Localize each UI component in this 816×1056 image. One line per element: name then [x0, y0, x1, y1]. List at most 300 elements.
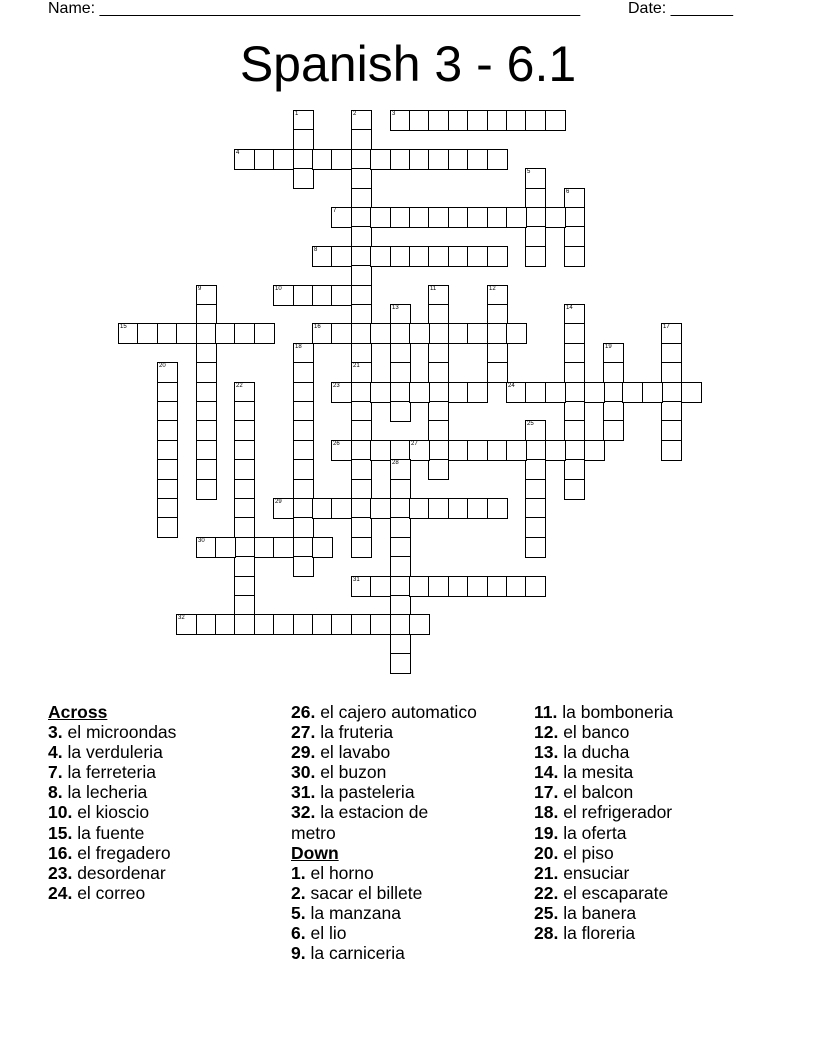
grid-cell[interactable]: [351, 304, 372, 325]
grid-cell[interactable]: [234, 401, 255, 422]
grid-cell[interactable]: [487, 498, 508, 519]
grid-cell[interactable]: [293, 420, 314, 441]
grid-cell[interactable]: [370, 382, 391, 403]
cell-number: 23: [333, 383, 340, 389]
grid-cell[interactable]: [545, 110, 566, 131]
grid-cell[interactable]: [467, 576, 488, 597]
grid-cell[interactable]: [661, 362, 682, 383]
grid-cell[interactable]: [467, 323, 488, 344]
grid-cell[interactable]: [428, 362, 449, 383]
grid-cell[interactable]: [409, 614, 430, 635]
grid-cell[interactable]: [428, 401, 449, 422]
grid-cell[interactable]: [215, 323, 236, 344]
grid-cell[interactable]: [370, 440, 391, 461]
grid-cell[interactable]: [176, 614, 197, 635]
grid-cell[interactable]: [584, 382, 605, 403]
clue-number: 21.: [534, 862, 559, 883]
grid-cell[interactable]: [293, 343, 314, 364]
grid-cell[interactable]: [487, 149, 508, 170]
cell-number: 4: [236, 150, 240, 156]
grid-cell[interactable]: [390, 498, 411, 519]
grid-cell[interactable]: [525, 459, 546, 480]
grid-cell[interactable]: [525, 110, 546, 131]
grid-cell[interactable]: [293, 401, 314, 422]
clue-text: la ducha: [558, 742, 630, 763]
grid-cell[interactable]: [331, 323, 352, 344]
grid-cell[interactable]: [564, 207, 585, 228]
grid-cell[interactable]: [428, 323, 449, 344]
grid-cell[interactable]: [176, 323, 197, 344]
grid-cell[interactable]: [448, 323, 469, 344]
clue-number: 16.: [48, 842, 73, 863]
grid-cell[interactable]: [390, 343, 411, 364]
grid-cell[interactable]: [351, 382, 372, 403]
grid-cell[interactable]: [525, 517, 546, 538]
grid-cell[interactable]: [467, 382, 488, 403]
grid-cell[interactable]: [351, 362, 372, 383]
grid-cell[interactable]: [467, 498, 488, 519]
grid-cell[interactable]: [293, 517, 314, 538]
grid-cell[interactable]: [564, 188, 585, 209]
grid-cell[interactable]: [370, 149, 391, 170]
grid-cell[interactable]: [234, 479, 255, 500]
grid-cell[interactable]: [564, 420, 585, 441]
grid-cell[interactable]: [390, 576, 411, 597]
grid-cell[interactable]: [428, 343, 449, 364]
cell-number: 7: [333, 208, 337, 214]
grid-cell[interactable]: [564, 440, 585, 461]
grid-cell[interactable]: [564, 343, 585, 364]
grid-cell[interactable]: [234, 517, 255, 538]
grid-cell[interactable]: [196, 343, 217, 364]
date-field-label: Date: _______: [628, 0, 733, 17]
grid-cell[interactable]: [428, 420, 449, 441]
clue-text: el balcon: [558, 782, 634, 803]
grid-cell[interactable]: [293, 285, 314, 306]
grid-cell[interactable]: [351, 343, 372, 364]
grid-cell[interactable]: [428, 110, 449, 131]
grid-cell[interactable]: [331, 149, 352, 170]
grid-cell[interactable]: [312, 614, 333, 635]
cell-number: 12: [489, 286, 496, 292]
grid-cell[interactable]: [506, 440, 527, 461]
clue-item: [291, 782, 477, 802]
grid-cell[interactable]: [564, 459, 585, 480]
grid-cell[interactable]: [196, 285, 217, 306]
grid-cell[interactable]: [525, 576, 546, 597]
grid-cell[interactable]: [390, 537, 411, 558]
grid-cell[interactable]: [525, 226, 546, 247]
grid-cell[interactable]: [293, 110, 314, 131]
grid-cell[interactable]: [351, 285, 372, 306]
grid-cell[interactable]: [157, 323, 178, 344]
grid-cell[interactable]: [564, 323, 585, 344]
grid-cell[interactable]: [603, 343, 624, 364]
grid-cell[interactable]: [273, 498, 294, 519]
grid-cell[interactable]: [331, 440, 352, 461]
grid-cell[interactable]: [487, 110, 508, 131]
grid-cell[interactable]: [487, 343, 508, 364]
clue-item: [48, 742, 198, 762]
grid-cell[interactable]: [428, 285, 449, 306]
grid-cell[interactable]: [157, 479, 178, 500]
grid-cell[interactable]: [196, 420, 217, 441]
grid-cell[interactable]: [370, 323, 391, 344]
grid-cell[interactable]: [506, 576, 527, 597]
grid-cell[interactable]: [564, 246, 585, 267]
grid-cell[interactable]: [370, 207, 391, 228]
grid-cell[interactable]: [603, 401, 624, 422]
grid-cell[interactable]: [409, 498, 430, 519]
grid-cell[interactable]: [448, 382, 469, 403]
grid-cell[interactable]: [525, 440, 546, 461]
clue-text: el piso: [558, 842, 614, 863]
grid-cell[interactable]: [487, 576, 508, 597]
grid-cell[interactable]: [545, 207, 566, 228]
grid-cell[interactable]: [428, 207, 449, 228]
grid-cell[interactable]: [331, 207, 352, 228]
grid-cell[interactable]: [525, 382, 546, 403]
clue-number: 18.: [534, 802, 559, 823]
grid-cell[interactable]: [234, 382, 255, 403]
grid-cell[interactable]: [487, 246, 508, 267]
grid-cell[interactable]: [215, 537, 236, 558]
grid-cell[interactable]: [157, 382, 178, 403]
grid-cell[interactable]: [351, 149, 372, 170]
grid-cell[interactable]: [157, 420, 178, 441]
cell-number: 3: [392, 111, 396, 117]
grid-cell[interactable]: [312, 285, 333, 306]
grid-cell[interactable]: [409, 110, 430, 131]
grid-cell[interactable]: [681, 382, 702, 403]
clue-number: 3.: [48, 722, 63, 743]
grid-cell[interactable]: [390, 479, 411, 500]
grid-cell[interactable]: [331, 246, 352, 267]
grid-cell[interactable]: [448, 498, 469, 519]
grid-cell[interactable]: [428, 498, 449, 519]
grid-cell[interactable]: [584, 440, 605, 461]
clue-item: [534, 702, 673, 722]
grid-cell[interactable]: [390, 207, 411, 228]
grid-cell[interactable]: [603, 420, 624, 441]
grid-cell[interactable]: [351, 323, 372, 344]
grid-cell[interactable]: [254, 323, 275, 344]
across-heading: Across: [48, 702, 108, 722]
grid-cell[interactable]: [118, 323, 139, 344]
grid-cell[interactable]: [351, 129, 372, 150]
grid-cell[interactable]: [390, 323, 411, 344]
grid-cell[interactable]: [234, 576, 255, 597]
grid-cell[interactable]: [351, 265, 372, 286]
grid-cell[interactable]: [351, 168, 372, 189]
grid-cell[interactable]: [351, 440, 372, 461]
clue-item: [291, 742, 477, 762]
grid-cell[interactable]: [661, 323, 682, 344]
grid-cell[interactable]: [428, 149, 449, 170]
grid-cell[interactable]: [467, 440, 488, 461]
grid-cell[interactable]: [273, 285, 294, 306]
grid-cell[interactable]: [448, 576, 469, 597]
grid-cell[interactable]: [564, 304, 585, 325]
clue-item: [534, 802, 673, 822]
grid-cell[interactable]: [409, 440, 430, 461]
grid-cell[interactable]: [487, 304, 508, 325]
grid-cell[interactable]: [157, 362, 178, 383]
grid-cell[interactable]: [390, 110, 411, 131]
grid-cell[interactable]: [273, 614, 294, 635]
grid-cell[interactable]: [448, 110, 469, 131]
grid-cell[interactable]: [390, 440, 411, 461]
grid-cell[interactable]: [234, 149, 255, 170]
grid-cell[interactable]: [428, 304, 449, 325]
clue-number: 28.: [534, 923, 559, 944]
clue-text: el refrigerador: [558, 802, 673, 823]
grid-cell[interactable]: [254, 537, 275, 558]
grid-cell[interactable]: [390, 653, 411, 674]
grid-cell[interactable]: [234, 498, 255, 519]
grid-cell[interactable]: [331, 382, 352, 403]
grid-cell[interactable]: [293, 168, 314, 189]
grid-cell[interactable]: [370, 576, 391, 597]
clue-text: la bomboneria: [557, 702, 674, 722]
grid-cell[interactable]: [196, 537, 217, 558]
grid-cell[interactable]: [487, 323, 508, 344]
grid-cell[interactable]: [234, 614, 255, 635]
grid-cell[interactable]: [506, 323, 527, 344]
grid-cell[interactable]: [390, 517, 411, 538]
grid-cell[interactable]: [409, 576, 430, 597]
grid-cell[interactable]: [525, 537, 546, 558]
grid-cell[interactable]: [351, 498, 372, 519]
grid-cell[interactable]: [351, 207, 372, 228]
grid-cell[interactable]: [196, 440, 217, 461]
clue-item: [291, 802, 466, 842]
grid-cell[interactable]: [661, 401, 682, 422]
grid-cell[interactable]: [603, 382, 624, 403]
grid-cell[interactable]: [409, 149, 430, 170]
grid-cell[interactable]: [525, 188, 546, 209]
grid-cell[interactable]: [487, 362, 508, 383]
grid-cell[interactable]: [525, 498, 546, 519]
grid-cell[interactable]: [234, 459, 255, 480]
grid-cell[interactable]: [409, 323, 430, 344]
grid-cell[interactable]: [331, 498, 352, 519]
grid-cell[interactable]: [293, 556, 314, 577]
grid-cell[interactable]: [196, 401, 217, 422]
grid-cell[interactable]: [525, 168, 546, 189]
grid-cell[interactable]: [564, 362, 585, 383]
clue-item: [534, 742, 673, 762]
grid-cell[interactable]: [254, 614, 275, 635]
grid-cell[interactable]: [390, 304, 411, 325]
grid-cell[interactable]: [254, 149, 275, 170]
clue-text: la banera: [558, 902, 637, 923]
grid-cell[interactable]: [545, 382, 566, 403]
grid-cell[interactable]: [351, 110, 372, 131]
grid-cell[interactable]: [293, 537, 314, 558]
grid-cell[interactable]: [370, 614, 391, 635]
grid-cell[interactable]: [370, 498, 391, 519]
grid-cell[interactable]: [564, 479, 585, 500]
grid-cell[interactable]: [196, 382, 217, 403]
grid-cell[interactable]: [293, 362, 314, 383]
grid-cell[interactable]: [196, 362, 217, 383]
grid-cell[interactable]: [196, 479, 217, 500]
grid-cell[interactable]: [351, 479, 372, 500]
grid-cell[interactable]: [390, 149, 411, 170]
grid-cell[interactable]: [351, 459, 372, 480]
grid-cell[interactable]: [293, 382, 314, 403]
grid-cell[interactable]: [331, 285, 352, 306]
cell-number: 6: [566, 189, 570, 195]
grid-cell[interactable]: [370, 246, 391, 267]
grid-cell[interactable]: [390, 382, 411, 403]
grid-cell[interactable]: [661, 440, 682, 461]
grid-cell[interactable]: [351, 188, 372, 209]
grid-cell[interactable]: [545, 440, 566, 461]
grid-cell[interactable]: [642, 382, 663, 403]
grid-cell[interactable]: [506, 382, 527, 403]
grid-cell[interactable]: [390, 362, 411, 383]
grid-cell[interactable]: [196, 614, 217, 635]
grid-cell[interactable]: [661, 382, 682, 403]
grid-cell[interactable]: [622, 382, 643, 403]
cell-number: 21: [353, 363, 360, 369]
clue-text: desordenar: [72, 862, 166, 883]
clue-number: 20.: [534, 842, 559, 863]
grid-cell[interactable]: [293, 479, 314, 500]
grid-cell[interactable]: [428, 576, 449, 597]
grid-cell[interactable]: [312, 498, 333, 519]
grid-cell[interactable]: [157, 459, 178, 480]
grid-cell[interactable]: [487, 207, 508, 228]
grid-cell[interactable]: [312, 246, 333, 267]
grid-cell[interactable]: [157, 498, 178, 519]
grid-cell[interactable]: [506, 207, 527, 228]
clue-text: la mesita: [558, 762, 634, 783]
grid-cell[interactable]: [137, 323, 158, 344]
clue-number: 31.: [291, 782, 316, 803]
grid-cell[interactable]: [234, 556, 255, 577]
clue-item: [48, 722, 198, 742]
grid-cell[interactable]: [448, 246, 469, 267]
grid-cell[interactable]: [467, 110, 488, 131]
grid-cell[interactable]: [196, 459, 217, 480]
grid-cell[interactable]: [390, 595, 411, 616]
cell-number: 15: [120, 324, 127, 330]
grid-cell[interactable]: [390, 634, 411, 655]
grid-cell[interactable]: [215, 614, 236, 635]
grid-cell[interactable]: [390, 401, 411, 422]
grid-cell[interactable]: [506, 110, 527, 131]
grid-cell[interactable]: [467, 207, 488, 228]
grid-cell[interactable]: [234, 440, 255, 461]
grid-cell[interactable]: [312, 149, 333, 170]
grid-cell[interactable]: [312, 323, 333, 344]
grid-cell[interactable]: [428, 246, 449, 267]
cell-number: 28: [392, 460, 399, 466]
grid-cell[interactable]: [603, 362, 624, 383]
clue-number: 2.: [291, 882, 306, 903]
grid-cell[interactable]: [293, 440, 314, 461]
grid-cell[interactable]: [428, 382, 449, 403]
clue-text: la pasteleria: [315, 782, 415, 803]
grid-cell[interactable]: [525, 246, 546, 267]
grid-cell[interactable]: [487, 440, 508, 461]
grid-cell[interactable]: [409, 382, 430, 403]
grid-cell[interactable]: [467, 149, 488, 170]
grid-cell[interactable]: [564, 226, 585, 247]
grid-cell[interactable]: [661, 420, 682, 441]
clue-number: 5.: [291, 902, 306, 923]
grid-cell[interactable]: [351, 420, 372, 441]
grid-cell[interactable]: [234, 323, 255, 344]
grid-cell[interactable]: [448, 149, 469, 170]
grid-cell[interactable]: [331, 614, 352, 635]
grid-cell[interactable]: [351, 226, 372, 247]
clue-item: [534, 883, 673, 903]
grid-cell[interactable]: [234, 537, 255, 558]
name-field-label: Name: ______________________________________________________: [48, 0, 581, 17]
grid-cell[interactable]: [273, 149, 294, 170]
grid-cell[interactable]: [564, 382, 585, 403]
grid-cell[interactable]: [293, 459, 314, 480]
cell-number: 9: [198, 286, 202, 292]
grid-cell[interactable]: [428, 440, 449, 461]
grid-cell[interactable]: [157, 440, 178, 461]
grid-cell[interactable]: [312, 537, 333, 558]
grid-cell[interactable]: [293, 498, 314, 519]
grid-cell[interactable]: [293, 129, 314, 150]
grid-cell[interactable]: [428, 459, 449, 480]
grid-cell[interactable]: [564, 401, 585, 422]
grid-cell[interactable]: [525, 207, 546, 228]
grid-cell[interactable]: [351, 517, 372, 538]
grid-cell[interactable]: [467, 246, 488, 267]
grid-cell[interactable]: [293, 614, 314, 635]
grid-cell[interactable]: [390, 556, 411, 577]
grid-cell[interactable]: [390, 614, 411, 635]
clue-text: el fregadero: [72, 842, 171, 863]
grid-cell[interactable]: [351, 246, 372, 267]
grid-cell[interactable]: [196, 323, 217, 344]
grid-cell[interactable]: [234, 595, 255, 616]
grid-cell[interactable]: [661, 343, 682, 364]
grid-cell[interactable]: [351, 614, 372, 635]
grid-cell[interactable]: [525, 479, 546, 500]
clue-item: [534, 903, 673, 923]
grid-cell[interactable]: [390, 459, 411, 480]
grid-cell[interactable]: [448, 207, 469, 228]
grid-cell[interactable]: [487, 285, 508, 306]
grid-cell[interactable]: [293, 149, 314, 170]
grid-cell[interactable]: [196, 304, 217, 325]
clue-item: [534, 863, 673, 883]
grid-cell[interactable]: [409, 246, 430, 267]
grid-cell[interactable]: [448, 440, 469, 461]
grid-cell[interactable]: [157, 517, 178, 538]
clue-number: 15.: [48, 822, 73, 843]
grid-cell[interactable]: [234, 420, 255, 441]
grid-cell[interactable]: [157, 401, 178, 422]
grid-cell[interactable]: [273, 537, 294, 558]
grid-cell[interactable]: [351, 401, 372, 422]
grid-cell[interactable]: [351, 576, 372, 597]
grid-cell[interactable]: [351, 537, 372, 558]
grid-cell[interactable]: [390, 246, 411, 267]
grid-cell[interactable]: [409, 207, 430, 228]
grid-cell[interactable]: [525, 420, 546, 441]
